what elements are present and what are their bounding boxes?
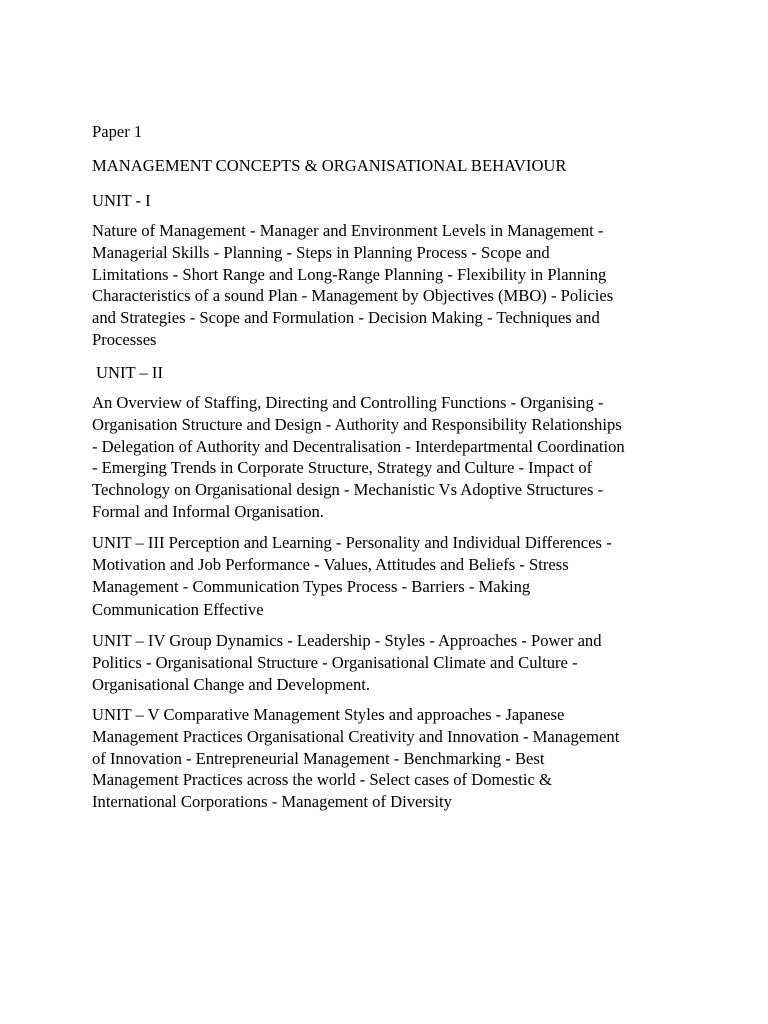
unit-2-line: Technology on Organisational design - Mechanistic Vs Adoptive Structures - (92, 480, 604, 500)
unit-4-line: Organisational Change and Development. (92, 674, 371, 694)
unit-2-line: An Overview of Staffing, Directing and Controlling Functions - Organising - (92, 393, 604, 412)
unit-3-line: Motivation and Job Performance - Values, Attitudes and Beliefs - Stress (92, 554, 569, 574)
unit-3-line: UNIT – III Perception and Learning - Personality and Individual Differences - (92, 533, 612, 552)
unit-4-line: Politics - Organisational Structure - Organisational Climate and Culture - (92, 652, 578, 672)
unit-2-body (92, 392, 692, 523)
unit-1-line: and Strategies - Scope and Formulation - Decision Making - Techniques and (92, 308, 600, 328)
unit-2-line: - Emerging Trends in Corporate Structure, Strategy and Culture - Impact of (92, 458, 593, 478)
unit-5-line: UNIT – V Comparative Management Styles and approaches - Japanese (92, 705, 565, 724)
unit-1-heading: UNIT - I (92, 191, 151, 210)
unit-3-line: Management - Communication Types Process - Barriers - Making (92, 576, 531, 596)
unit-1-line: Nature of Management - Manager and Environment Levels in Management - (92, 221, 604, 240)
unit-2-line: Organisation Structure and Design - Authority and Responsibility Relationships (92, 414, 622, 434)
unit-1-line: Limitations - Short Range and Long-Range Planning - Flexibility in Planning (92, 264, 607, 284)
unit-4-line: UNIT – IV Group Dynamics - Leadership - Styles - Approaches - Power and (92, 631, 602, 650)
unit-2-line: Formal and Informal Organisation. (92, 501, 324, 521)
unit-1-line: Processes (92, 329, 157, 349)
document-title: MANAGEMENT CONCEPTS & ORGANISATIONAL BEHAVIOUR (92, 156, 567, 175)
unit-5-line: International Corporations - Management of Diversity (92, 792, 452, 812)
unit-3-line: Communication Effective (92, 600, 264, 620)
unit-2-line: - Delegation of Authority and Decentralisation - Interdepartmental Coordination (92, 436, 625, 456)
unit-5-line: Management Practices Organisational Creativity and Innovation - Management (92, 726, 620, 746)
unit-1-line: Characteristics of a sound Plan - Management by Objectives (MBO) - Policies (92, 286, 614, 306)
unit-5-line: of Innovation - Entrepreneurial Management - Benchmarking - Best (92, 748, 545, 768)
unit-4-body (92, 630, 692, 695)
paper-label: Paper 1 (92, 122, 143, 141)
unit-2-heading: UNIT – II (96, 363, 163, 382)
unit-5-line: Management Practices across the world - Select cases of Domestic & (92, 770, 552, 790)
unit-3-body (92, 532, 692, 621)
unit-1-line: Managerial Skills - Planning - Steps in Planning Process - Scope and (92, 242, 550, 262)
unit-5-body (92, 704, 692, 813)
unit-1-body (92, 220, 692, 351)
